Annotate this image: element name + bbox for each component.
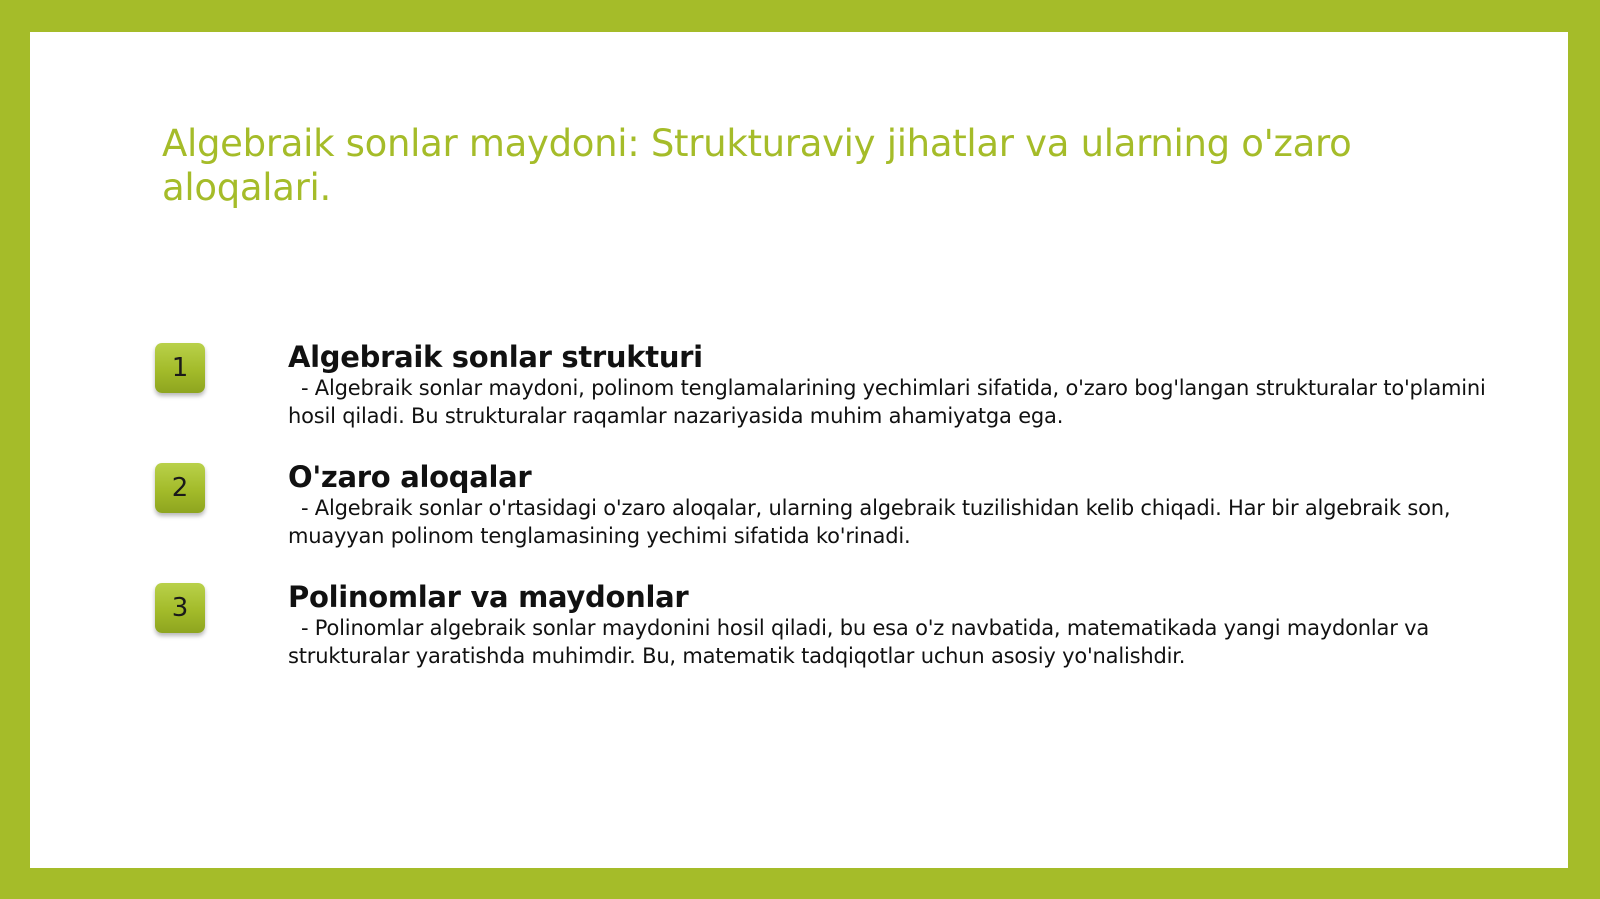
list-item-body: - Polinomlar algebraik sonlar maydonini hosil qiladi, bu esa o'z navbatida, matematikada yangi maydonlar va strukturalar yaratishda muhimdir. Bu, matematik tadqiqotlar uchun asosiy yo'nalishdir.: [288, 616, 1436, 668]
list-item-heading: Polinomlar va maydonlar: [288, 580, 689, 614]
list-item-body: - Algebraik sonlar o'rtasidagi o'zaro aloqalar, ularning algebraik tuzilishidan kelib chiqadi. Har bir algebraik son, muayyan polinom tenglamasining yechimi sifatida ko'rinadi.: [288, 496, 1457, 548]
slide: [30, 32, 1568, 868]
list-item-heading: Algebraik sonlar strukturi: [288, 340, 703, 374]
slide-title: Algebraik sonlar maydoni: Strukturaviy jihatlar va ularning o'zaro aloqalari.: [162, 122, 1352, 209]
number-badge: 3: [155, 583, 205, 633]
number-badge: 2: [155, 463, 205, 513]
list-item-text: [288, 580, 1508, 670]
numbered-list: [30, 32, 1568, 868]
list-item-heading: O'zaro aloqalar: [288, 460, 532, 494]
number-badge: 1: [155, 343, 205, 393]
list-item-text: [288, 460, 1508, 550]
list-item-body: - Algebraik sonlar maydoni, polinom tenglamalarining yechimlari sifatida, o'zaro bog'langan strukturalar to'plamini hosil qiladi. Bu strukturalar raqamlar nazariyasida muhim ahamiyatga ega.: [288, 376, 1493, 428]
list-item-text: [288, 340, 1508, 430]
